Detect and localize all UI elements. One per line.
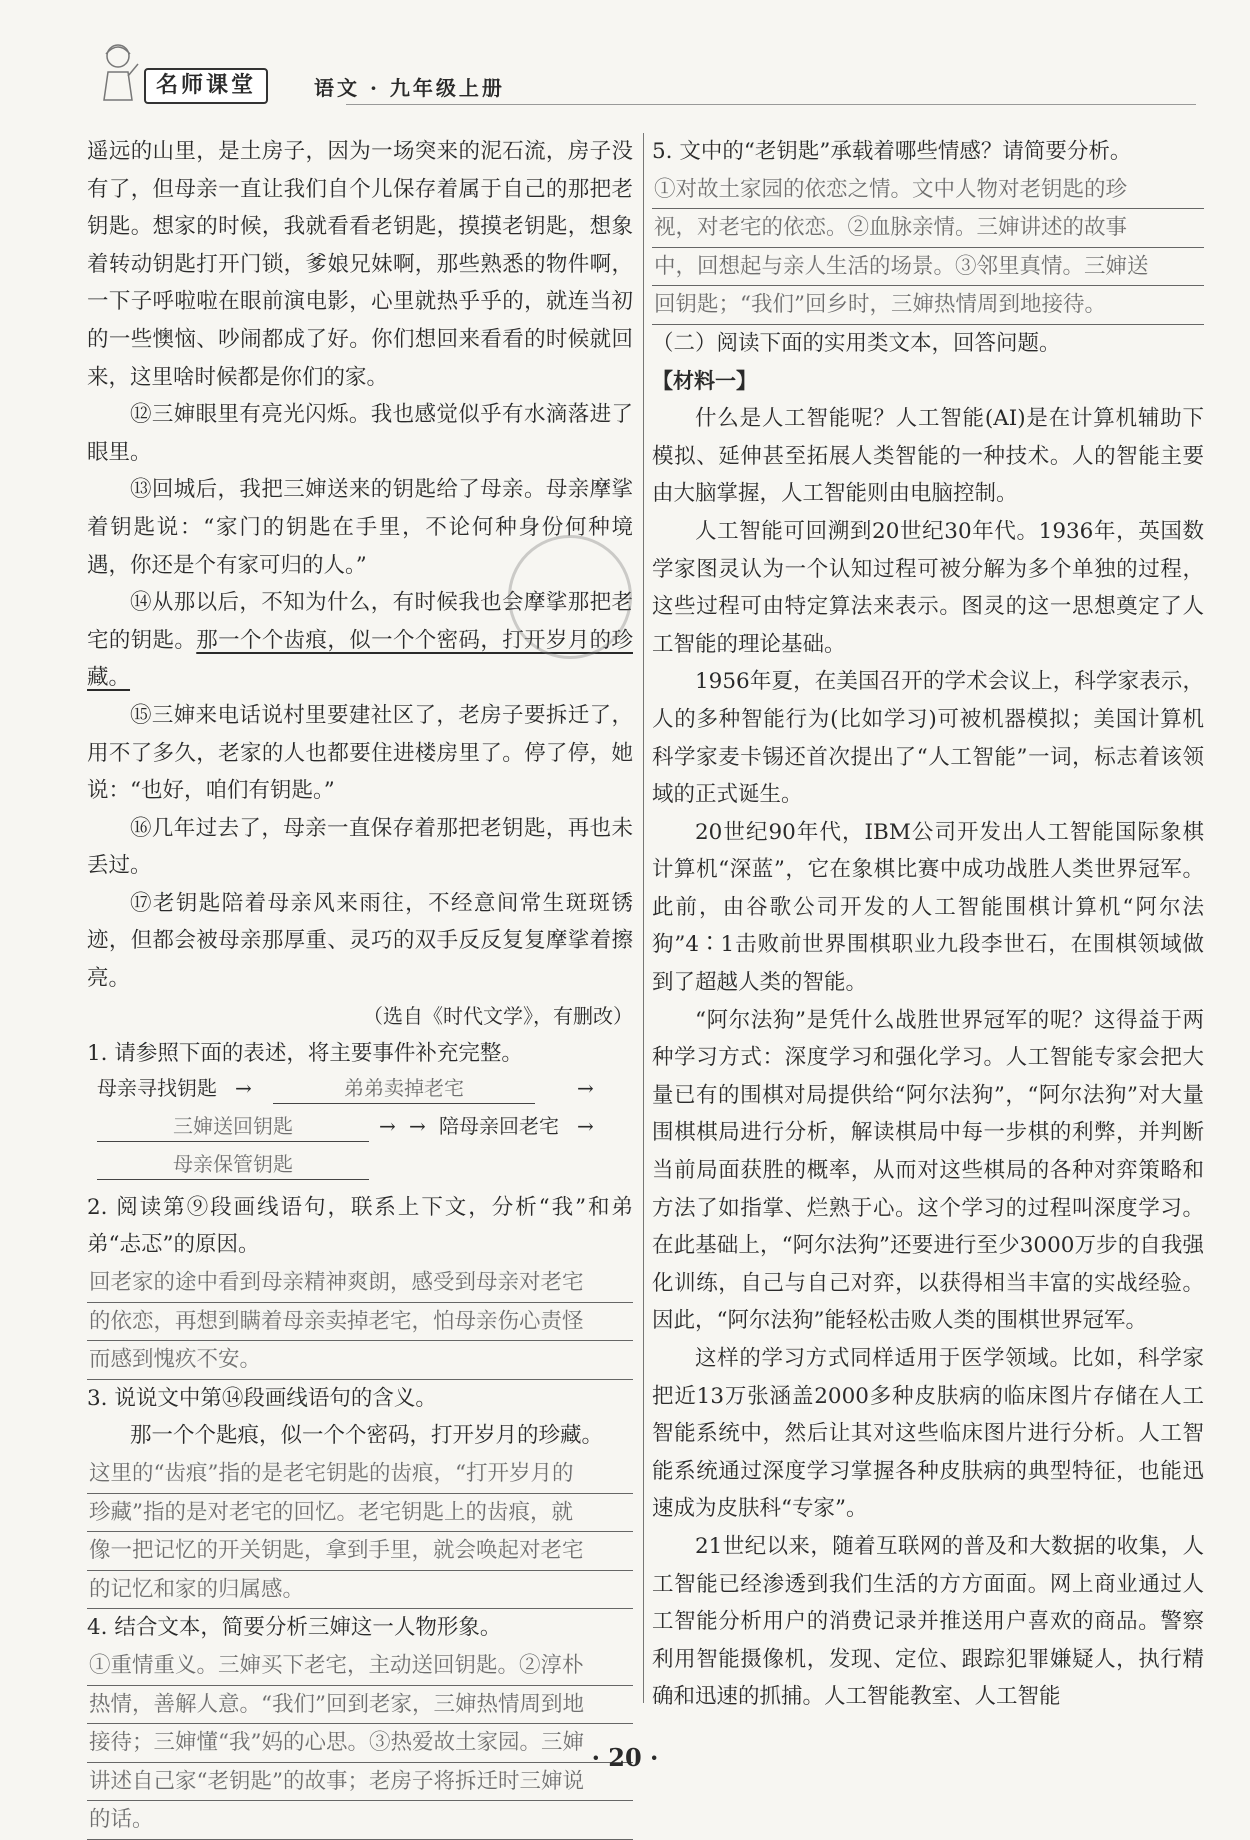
arrow-icon: → [577,1113,594,1138]
subject-title: 语文 · 九年级上册 [314,76,505,100]
arrow-icon: → [235,1075,252,1100]
teacher-figure-icon [96,42,140,104]
series-brand: 名师课堂 [144,68,268,104]
answer-blank-2: 三婶送回钥匙 [97,1111,369,1142]
answer-line: 回钥匙；“我们”回乡时，三婶热情周到地接待。 [652,286,1204,325]
underlined-sentence: 那一个个齿痕，似一个个密码，打开岁月的珍藏。 [87,627,633,691]
material-1-label: 【材料一】 [652,368,757,393]
page-header [96,56,1196,104]
answer-line: 的依恋，再想到瞒着母亲卖掉老宅，怕母亲伤心责怪 [87,1303,633,1342]
answer-blank-3: 母亲保管钥匙 [97,1149,369,1180]
right-column [652,133,1204,1716]
question-4: 4. 结合文本，简要分析三婶这一人物形象。 [87,1615,502,1641]
question-5: 5. 文中的“老钥匙”承载着哪些情感？请简要分析。 [652,139,1132,164]
answer-line: 接待；三婶懂“我”妈的心思。③热爱故土家园。三婶 [87,1724,633,1763]
answer-blank-1: 弟弟卖掉老宅 [273,1073,535,1104]
library-stamp [508,535,632,659]
answer-line: ①对故土家园的依恋之情。文中人物对老钥匙的珍 [652,171,1204,210]
event-flow [87,1073,633,1189]
page-number: · 20 · [591,1743,659,1772]
left-column [87,133,633,1840]
passage-paragraph: 遥远的山里，是土房子，因为一场突来的泥石流，房子没有了，但母亲一直让我们自个儿保存着属于自己的那把老钥匙。想家的时候，我就看看老钥匙，摸摸老钥匙，想象着转动钥匙打开门锁，爹娘兄妹啊，那些熟悉的物件啊，一下子呼啦啦在眼前演电影，心里就热乎乎的，就连当初的一些懊恼、吵闹都成了好。你们想回来看看的时候就回来，这里啥时候都是你们的家。 [87,139,633,390]
material-paragraph: 人工智能可回溯到20世纪30年代。1936年，英国数学家图灵认为一个认知过程可被分解为多个单独的过程，这些过程可由特定算法来表示。图灵的这一思想奠定了人工智能的理论基础。 [652,518,1204,657]
question-2: 2. 阅读第⑨段画线语句，联系上下文，分析“我”和弟弟“忐忑”的原因。 [87,1194,633,1258]
flow-start: 母亲寻找钥匙 [97,1075,217,1100]
header-rule [346,104,1196,105]
answer-line: 的记忆和家的归属感。 [87,1571,633,1610]
answer-line: 而感到愧疚不安。 [87,1341,633,1380]
passage-paragraph-13: ⑬回城后，我把三婶送来的钥匙给了母亲。母亲摩挲着钥匙说：“家门的钥匙在手里，不论何种身份何种境遇，你还是个有家可归的人。” [87,477,633,578]
arrow-icon: → [379,1113,396,1138]
passage-paragraph-12: ⑫三婶眼里有亮光闪烁。我也感觉似乎有水滴落进了眼里。 [87,402,633,465]
paragraph-14-text: ⑭从那以后，不知为什么，有时候我也会摩挲那把老宅的钥匙。 [87,590,633,653]
answer-line: 的话。 [87,1801,633,1840]
answer-line: ①重情重义。三婶买下老宅，主动送回钥匙。②淳朴 [87,1647,633,1686]
question-1: 1. 请参照下面的表述，将主要事件补充完整。 [87,1041,523,1067]
column-divider [643,133,644,1703]
material-paragraph: 20世纪90年代，IBM公司开发出人工智能国际象棋计算机“深蓝”，它在象棋比赛中成功战胜人类世界冠军。此前，由谷歌公司开发的人工智能围棋计算机“阿尔法狗”4∶1击败前世界围棋职业九段李世石，在围棋领域做到了超越人类的智能。 [652,819,1204,996]
answer-line: 珍藏”指的是对老宅的回忆。老宅钥匙上的齿痕，就 [87,1494,633,1533]
material-paragraph: 21世纪以来，随着互联网的普及和大数据的收集，人工智能已经渗透到我们生活的方方面面。网上商业通过人工智能分析用户的消费记录并推送用户喜欢的商品。警察利用智能摄像机，发现、定位、跟踪犯罪嫌疑人，执行精确和迅速的抓捕。人工智能教室、人工智能 [652,1533,1204,1710]
question-3: 3. 说说文中第⑭段画线语句的含义。 [87,1385,437,1411]
section-2-heading: （二）阅读下面的实用类文本，回答问题。 [652,330,1061,356]
answer-line: 像一把记忆的开关钥匙，拿到手里，就会唤起对老宅 [87,1532,633,1571]
source-note: （选自《时代文学》，有删改） [363,1003,633,1028]
material-paragraph: “阿尔法狗”是凭什么战胜世界冠军的呢？这得益于两种学习方式：深度学习和强化学习。人工智能专家会把大量已有的围棋对局提供给“阿尔法狗”，“阿尔法狗”对大量围棋棋局进行分析，解读棋局中每一步棋的利弊，并判断当前局面获胜的概率，从而对这些棋局的各种对弈策略和方法了如指掌、烂熟于心。这个学习的过程叫深度学习。在此基础上，“阿尔法狗”还要进行至少3000万步的自我强化训练，自己与自己对弈，以获得相当丰富的实战经验。因此，“阿尔法狗”能轻松击败人类的围棋世界冠军。 [652,1007,1204,1334]
answer-line: 回老家的途中看到母亲精神爽朗，感受到母亲对老宅 [87,1264,633,1303]
material-paragraph: 这样的学习方式同样适用于医学领域。比如，科学家把近13万张涵盖2000多种皮肤病的临床图片存储在人工智能系统中，然后让其对这些临床图片进行分析。人工智能系统通过深度学习掌握各种皮肤病的典型特征，也能迅速成为皮肤科“专家”。 [652,1346,1204,1522]
material-paragraph: 1956年夏，在美国召开的学术会议上，科学家表示，人的多种智能行为(比如学习)可被机器模拟；美国计算机科学家麦卡锡还首次提出了“人工智能”一词，标志着该领域的正式诞生。 [652,669,1204,808]
flow-mid: 陪母亲回老宅 [439,1113,559,1138]
material-paragraph: 什么是人工智能呢？人工智能(AI)是在计算机辅助下模拟、延伸甚至拓展人类智能的一种技术。人的智能主要由大脑掌握，人工智能则由电脑控制。 [652,406,1204,507]
arrow-icon: → [409,1113,426,1138]
passage-paragraph-16: ⑯几年过去了，母亲一直保存着那把老钥匙，再也未丢过。 [87,815,633,879]
answer-line: 视，对老宅的依恋。②血脉亲情。三婶讲述的故事 [652,209,1204,248]
passage-paragraph-15: ⑮三婶来电话说村里要建社区了，老房子要拆迁了，用不了多久，老家的人也都要住进楼房里了。停了停，她说：“也好，咱们有钥匙。” [87,702,633,804]
question-3-quote: 那一个个匙痕，似一个个密码，打开岁月的珍藏。 [130,1423,604,1449]
passage-paragraph-17: ⑰老钥匙陪着母亲风来雨往，不经意间常生斑斑锈迹，但都会被母亲那厚重、灵巧的双手反反复复摩挲着擦亮。 [87,890,633,992]
answer-line: 讲述自己家“老钥匙”的故事；老房子将拆迁时三婶说 [87,1763,633,1802]
arrow-icon: → [577,1075,594,1100]
answer-line: 热情，善解人意。“我们”回到老家，三婶热情周到地 [87,1686,633,1725]
answer-line: 这里的“齿痕”指的是老宅钥匙的齿痕，“打开岁月的 [87,1455,633,1494]
answer-line: 中，回想起与亲人生活的场景。③邻里真情。三婶送 [652,248,1204,287]
